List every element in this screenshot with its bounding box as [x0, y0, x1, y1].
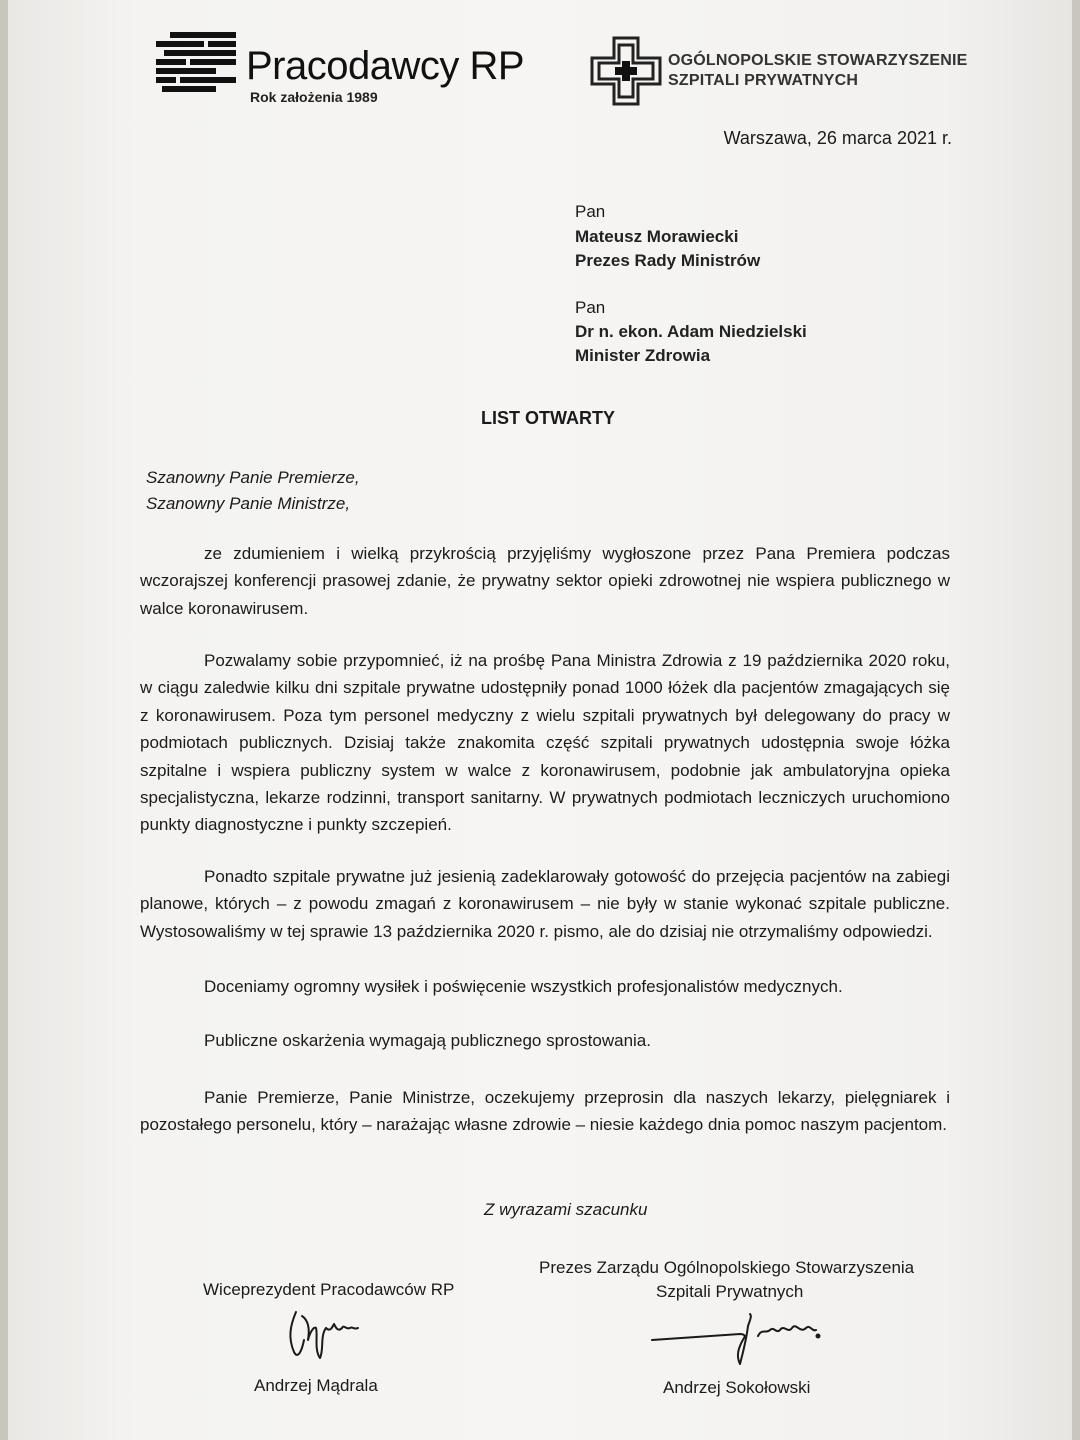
greeting-line2: Szanowny Panie Ministrze,: [146, 494, 351, 513]
recipient2-role: Minister Zdrowia: [575, 346, 711, 365]
paragraph-2: Pozwalamy sobie przypomnieć, iż na prośbę Pana Ministra Zdrowia z 19 października 2020 roku, w ciągu zaledwie kilku dni szpitale prywatne udostępniły ponad 1000 łóżek dla pacjentów zmagających się z koronawirusem. Poza tym personel medyczny z wielu szpitali prywatnych był delegowany do pracy w podmiotach publicznych. Dzisiaj także znakomita część szpitali prywatnych udostępnia swoje łóżka szpitalne i wspiera publiczny system w walce z koronawirusem, podobnie jak ambulatoryjna opieka specjalistyczna, lekarze rodzinni, transport sanitarny. W prywatnych podmiotach leczniczych uruchomiono punkty diagnostyczne i punkty szczepień.: [140, 651, 950, 835]
recipient1-name: Mateusz Morawiecki: [575, 227, 739, 246]
signatory1-title: Wiceprezydent Pracodawców RP: [203, 1280, 455, 1299]
paragraph-5: Publiczne oskarżenia wymagają publicznego sprostowania.: [204, 1031, 651, 1050]
closing: Z wyrazami szacunku: [484, 1200, 648, 1219]
signatory2-title-line2: Szpitali Prywatnych: [656, 1282, 804, 1301]
signatory1-name: Andrzej Mądrala: [254, 1376, 378, 1395]
recipient1-role: Prezes Rady Ministrów: [575, 251, 761, 270]
handwritten-signature-icon: [280, 1306, 370, 1366]
recipient1-salutation: Pan: [575, 202, 606, 221]
greeting-line1: Szanowny Panie Premierze,: [146, 468, 360, 487]
handwritten-signature-icon: [648, 1306, 828, 1370]
paragraph-6: Panie Premierze, Panie Ministrze, oczekujemy przeprosin dla naszych lekarzy, pielęgniarek i pozostałego personelu, który – narażając własne zdrowie – niesie każdego dnia pomoc naszym pacjentom.: [140, 1088, 950, 1135]
org1-tagline: Rok założenia 1989: [250, 89, 378, 105]
paragraph-3: Ponadto szpitale prywatne już jesienią zadeklarowały gotowość do przejęcia pacjentów na zabiegi planowe, których – z powodu zmagań z koronawirusem – nie były w stanie wykonać szpitale publiczne. Wystosowaliśmy w tej sprawie 13 października 2020 r. pismo, ale do dzisiaj nie otrzymaliśmy odpowiedzi.: [140, 867, 950, 941]
medical-cross-logo-icon: [590, 36, 662, 106]
letter-date: Warszawa, 26 marca 2021 r.: [723, 128, 952, 148]
paragraph-4: Doceniamy ogromny wysiłek i poświęcenie wszystkich profesjonalistów medycznych.: [204, 977, 843, 996]
stacked-bars-logo-icon: [156, 32, 236, 96]
signatory2-name: Andrzej Sokołowski: [663, 1378, 811, 1397]
signatory2-title-line1: Prezes Zarządu Ogólnopolskiego Stowarzyszenia: [539, 1258, 915, 1277]
org2-name-line1: OGÓLNOPOLSKIE STOWARZYSZENIE: [668, 52, 968, 69]
org1-name: Pracodawcy RP: [246, 44, 525, 88]
recipient2-name: Dr n. ekon. Adam Niedzielski: [575, 322, 807, 341]
letter-title: LIST OTWARTY: [481, 408, 615, 428]
recipient2-salutation: Pan: [575, 298, 606, 317]
paragraph-1: ze zdumieniem i wielką przykrością przyjęliśmy wygłoszone przez Pana Premiera podczas wczorajszej konferencji prasowej zdanie, że prywatny sektor opieki zdrowotnej nie wspiera publicznego w walce koronawirusem.: [140, 544, 950, 618]
org2-name-line2: SZPITALI PRYWATNYCH: [668, 72, 859, 89]
